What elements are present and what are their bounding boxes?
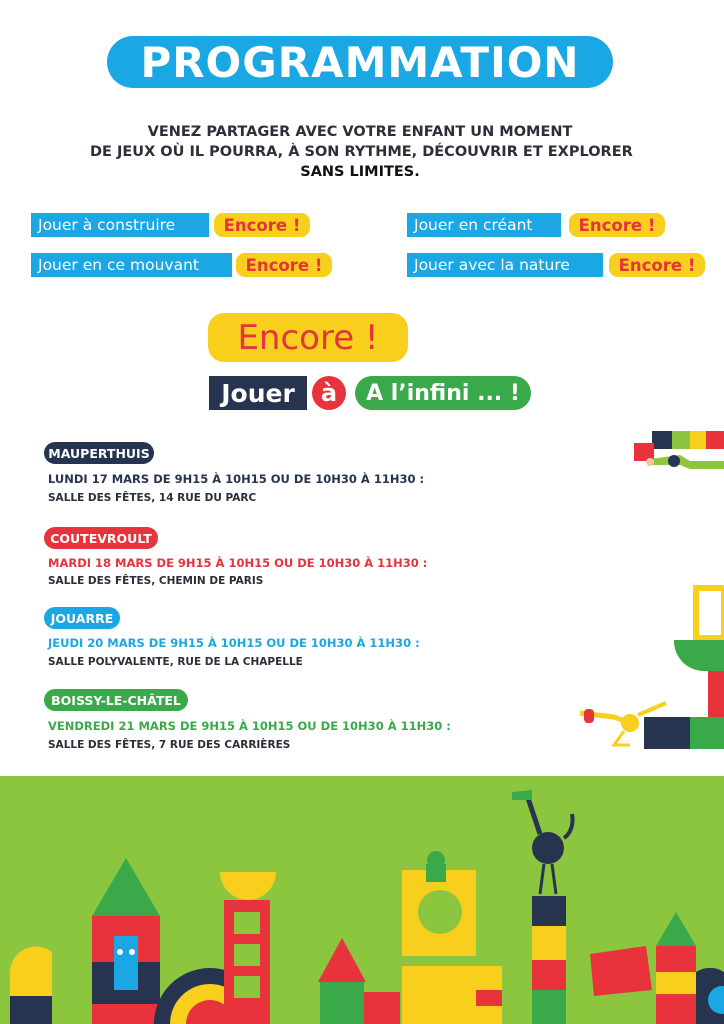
location-mauperthuis: MAUPERTHUIS <box>44 442 154 464</box>
intro-line-1: VENEZ PARTAGER AVEC VOTRE ENFANT UN MOMENT <box>147 124 573 140</box>
logo-infini: A l’infini ... ! <box>355 376 531 410</box>
session-date-1: LUNDI 17 MARS DE 9H15 À 10H15 OU DE 10H30 À 11H30 : <box>48 472 425 486</box>
session-date-2: MARDI 18 MARS DE 9H15 À 10H15 OU DE 10H30 À 11H30 : <box>48 556 428 570</box>
session-date-4: VENDREDI 21 MARS DE 9H15 À 10H15 OU DE 10H30 À 11H30 : <box>48 719 451 733</box>
location-boissy-le-chatel: BOISSY-LE-CHÂTEL <box>44 689 188 711</box>
page-title: PROGRAMMATION <box>140 37 580 87</box>
intro-line-2: DE JEUX OÙ IL POURRA, À SON RYTHME, DÉCOUVRIR ET EXPLORER <box>90 144 633 160</box>
session-venue-1: SALLE DES FÊTES, 14 RUE DU PARC <box>48 492 257 504</box>
location-jouarre: JOUARRE <box>44 607 120 629</box>
activity-construire: Jouer à construire <box>31 213 209 237</box>
logo-a: à <box>312 376 346 410</box>
decor-blocks-middle <box>574 585 724 755</box>
logo-encore: Encore ! <box>208 313 408 362</box>
activity-nature-badge: Encore ! <box>609 253 705 277</box>
activity-creant: Jouer en créant <box>407 213 561 237</box>
activity-nature: Jouer avec la nature <box>407 253 603 277</box>
title-banner <box>107 36 613 88</box>
session-venue-2: SALLE DES FÊTES, CHEMIN DE PARIS <box>48 575 264 587</box>
illustration-buildings <box>0 776 724 1024</box>
session-venue-4: SALLE DES FÊTES, 7 RUE DES CARRIÈRES <box>48 739 291 751</box>
session-venue-3: SALLE POLYVALENTE, RUE DE LA CHAPELLE <box>48 656 303 668</box>
logo-jouer: Jouer <box>209 376 307 410</box>
activity-mouvant: Jouer en ce mouvant <box>31 253 232 277</box>
intro-text <box>90 122 633 182</box>
session-date-3: JEUDI 20 MARS DE 9H15 À 10H15 OU DE 10H30 À 11H30 : <box>48 636 420 650</box>
decor-blocks-top <box>620 425 724 485</box>
activity-construire-badge: Encore ! <box>214 213 310 237</box>
activity-mouvant-badge: Encore ! <box>236 253 332 277</box>
activity-creant-badge: Encore ! <box>569 213 665 237</box>
intro-line-3: SANS LIMITES. <box>300 164 420 180</box>
location-coutevroult: COUTEVROULT <box>44 527 158 549</box>
